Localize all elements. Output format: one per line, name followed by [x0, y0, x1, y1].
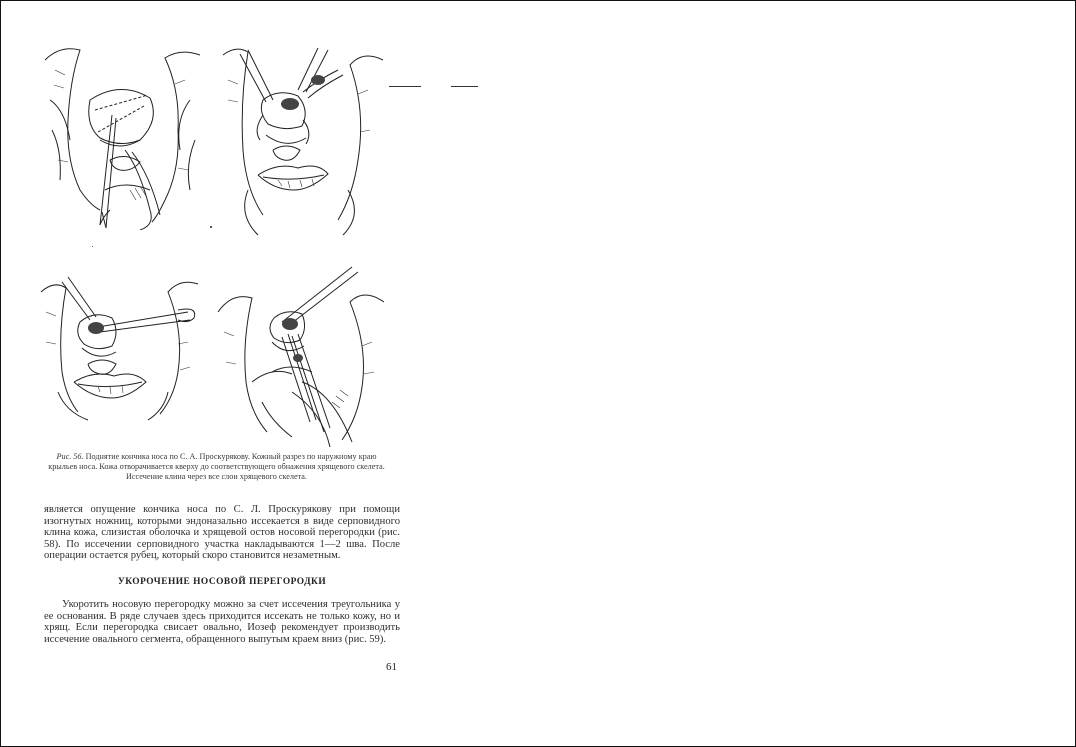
- figure-caption: [44, 452, 389, 482]
- surgery-illustration-d: [212, 262, 390, 450]
- figure-panel-scissors: [38, 272, 208, 422]
- caption-body: Поднятие кончика носа по С. А. Проскурякову. Кожный разрез по наружному краю крыльев носа. Кожа отворачивается кверху до соответствующего обнажения хрящевого скелета. Иссечение клина через все слои хрящевого скелета.: [48, 452, 385, 481]
- body-paragraph-1: является опущение кончика носа по С. Л. Проскурякову при помощи изогнутых ножниц, которыми эндоназально иссекается в виде серповидного клина кожа, слизистая оболочка и хрящевой остов носовой перегородки (рис. 58). По иссечении серповидного участка накладываются 1—2 шва. После операции остается рубец, который скоро становится незаметным.: [44, 504, 400, 562]
- caption-lead: Рис. 56.: [56, 452, 84, 461]
- section-heading: УКОРОЧЕНИЕ НОСОВОЙ ПЕРЕГОРОДКИ: [117, 577, 327, 587]
- body-paragraph-2: Укоротить носовую перегородку можно за счет иссечения треугольника у ее основания. В ряде случаев здесь приходится иссекать не только кожу, но и хрящ. Если перегородка свисает овально, Иозеф рекомендует производить иссечение овального сегмента, обращенного выпутым краем вниз (рис. 59).: [44, 599, 400, 645]
- surgery-illustration-a: [40, 40, 210, 230]
- print-speck: [210, 226, 212, 228]
- margin-rule: [451, 86, 478, 87]
- margin-rule: [389, 86, 421, 87]
- print-speck: [92, 246, 93, 247]
- figure-panel-incision: [40, 40, 210, 230]
- figure-panel-excision: [212, 262, 390, 450]
- surgery-illustration-c: [38, 272, 208, 422]
- figure-panel-retraction: [218, 40, 388, 240]
- page-number: 61: [386, 661, 397, 673]
- surgery-illustration-b: [218, 40, 388, 240]
